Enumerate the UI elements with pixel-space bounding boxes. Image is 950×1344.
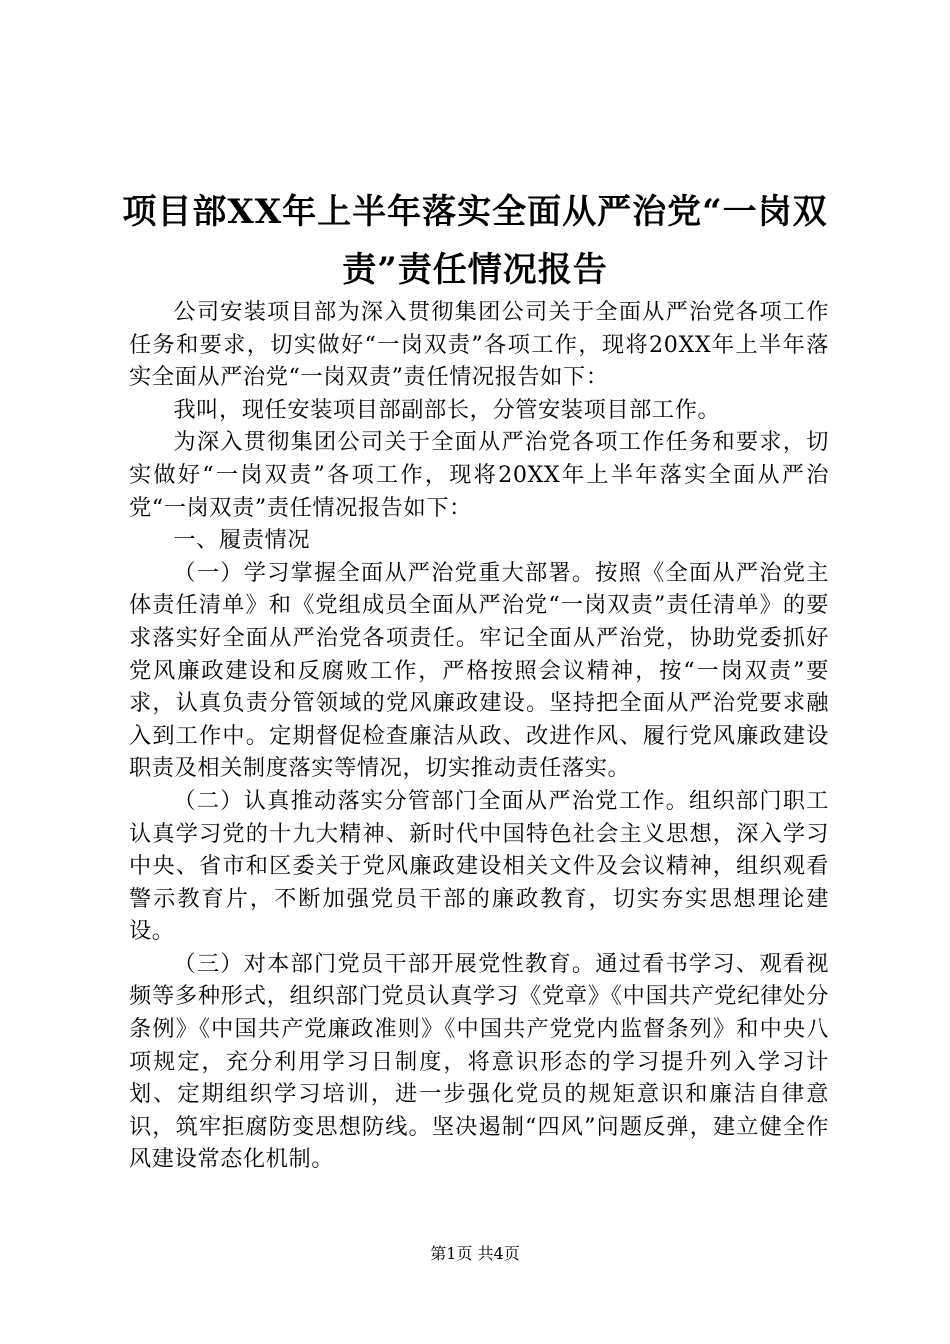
document-title: 项目部XX年上半年落实全面从严治党“一岗双责”责任情况报告 [122,192,828,290]
page-footer: 第1页 共4页 [430,1244,520,1263]
paragraph-self-introduction: 我叫，现任安装项目部副部长，分管安装项目部工作。 [173,396,721,423]
section-heading-duties: 一、履责情况 [173,527,311,554]
paragraph-item-one: （一）学习掌握全面从严治党重大部署。按照《全面从严治党主体责任清单》和《党组成员全面从严治党“一岗双责”责任清单》的要求落实好全面从严治党各项责任。牢记全面从严治党，协助党委抓好党风廉政建设和反腐败工作，严格按照会议精神，按“一岗双责”要求，认真负责分管领域的党风廉政建设。坚持把全面从严治党要求融入到工作中。定期督促检查廉洁从政、改进作风、履行党风廉政建设职责及相关制度落实等情况，切实推动责任落实。 [129,559,829,782]
paragraph-item-three: （三）对本部门党员干部开展党性教育。通过看书学习、观看视频等多种形式，组织部门党员认真学习《党章》《中国共产党纪律处分条例》《中国共产党廉政准则》《中国共产党党内监督条列》和中央八项规定，充分利用学习日制度，将意识形态的学习提升列入学习计划、定期组织学习培训，进一步强化党员的规矩意识和廉洁自律意识，筑牢拒腐防变思想防线。坚决遏制“四风”问题反弹，建立健全作风建设常态化机制。 [129,950,829,1173]
paragraph-item-two: （二）认真推动落实分管部门全面从严治党工作。组织部门职工认真学习党的十九大精神、新时代中国特色社会主义思想，深入学习中央、省市和区委关于党风廉政建设相关文件及会议精神，组织观看警示教育片，不断加强党员干部的廉政教育，切实夯实思想理论建设。 [129,787,829,945]
paragraph-report-purpose: 为深入贯彻集团公司关于全面从严治党各项工作任务和要求，切实做好“一岗双责”各项工作，现将20XX年上半年落实全面从严治党“一岗双责”责任情况报告如下： [129,429,829,521]
paragraph-intro: 公司安装项目部为深入贯彻集团公司关于全面从严治党各项工作任务和要求，切实做好“一岗双责”各项工作，现将20XX年上半年落实全面从严治党“一岗双责”责任情况报告如下： [129,299,829,391]
document-body [129,296,829,1176]
